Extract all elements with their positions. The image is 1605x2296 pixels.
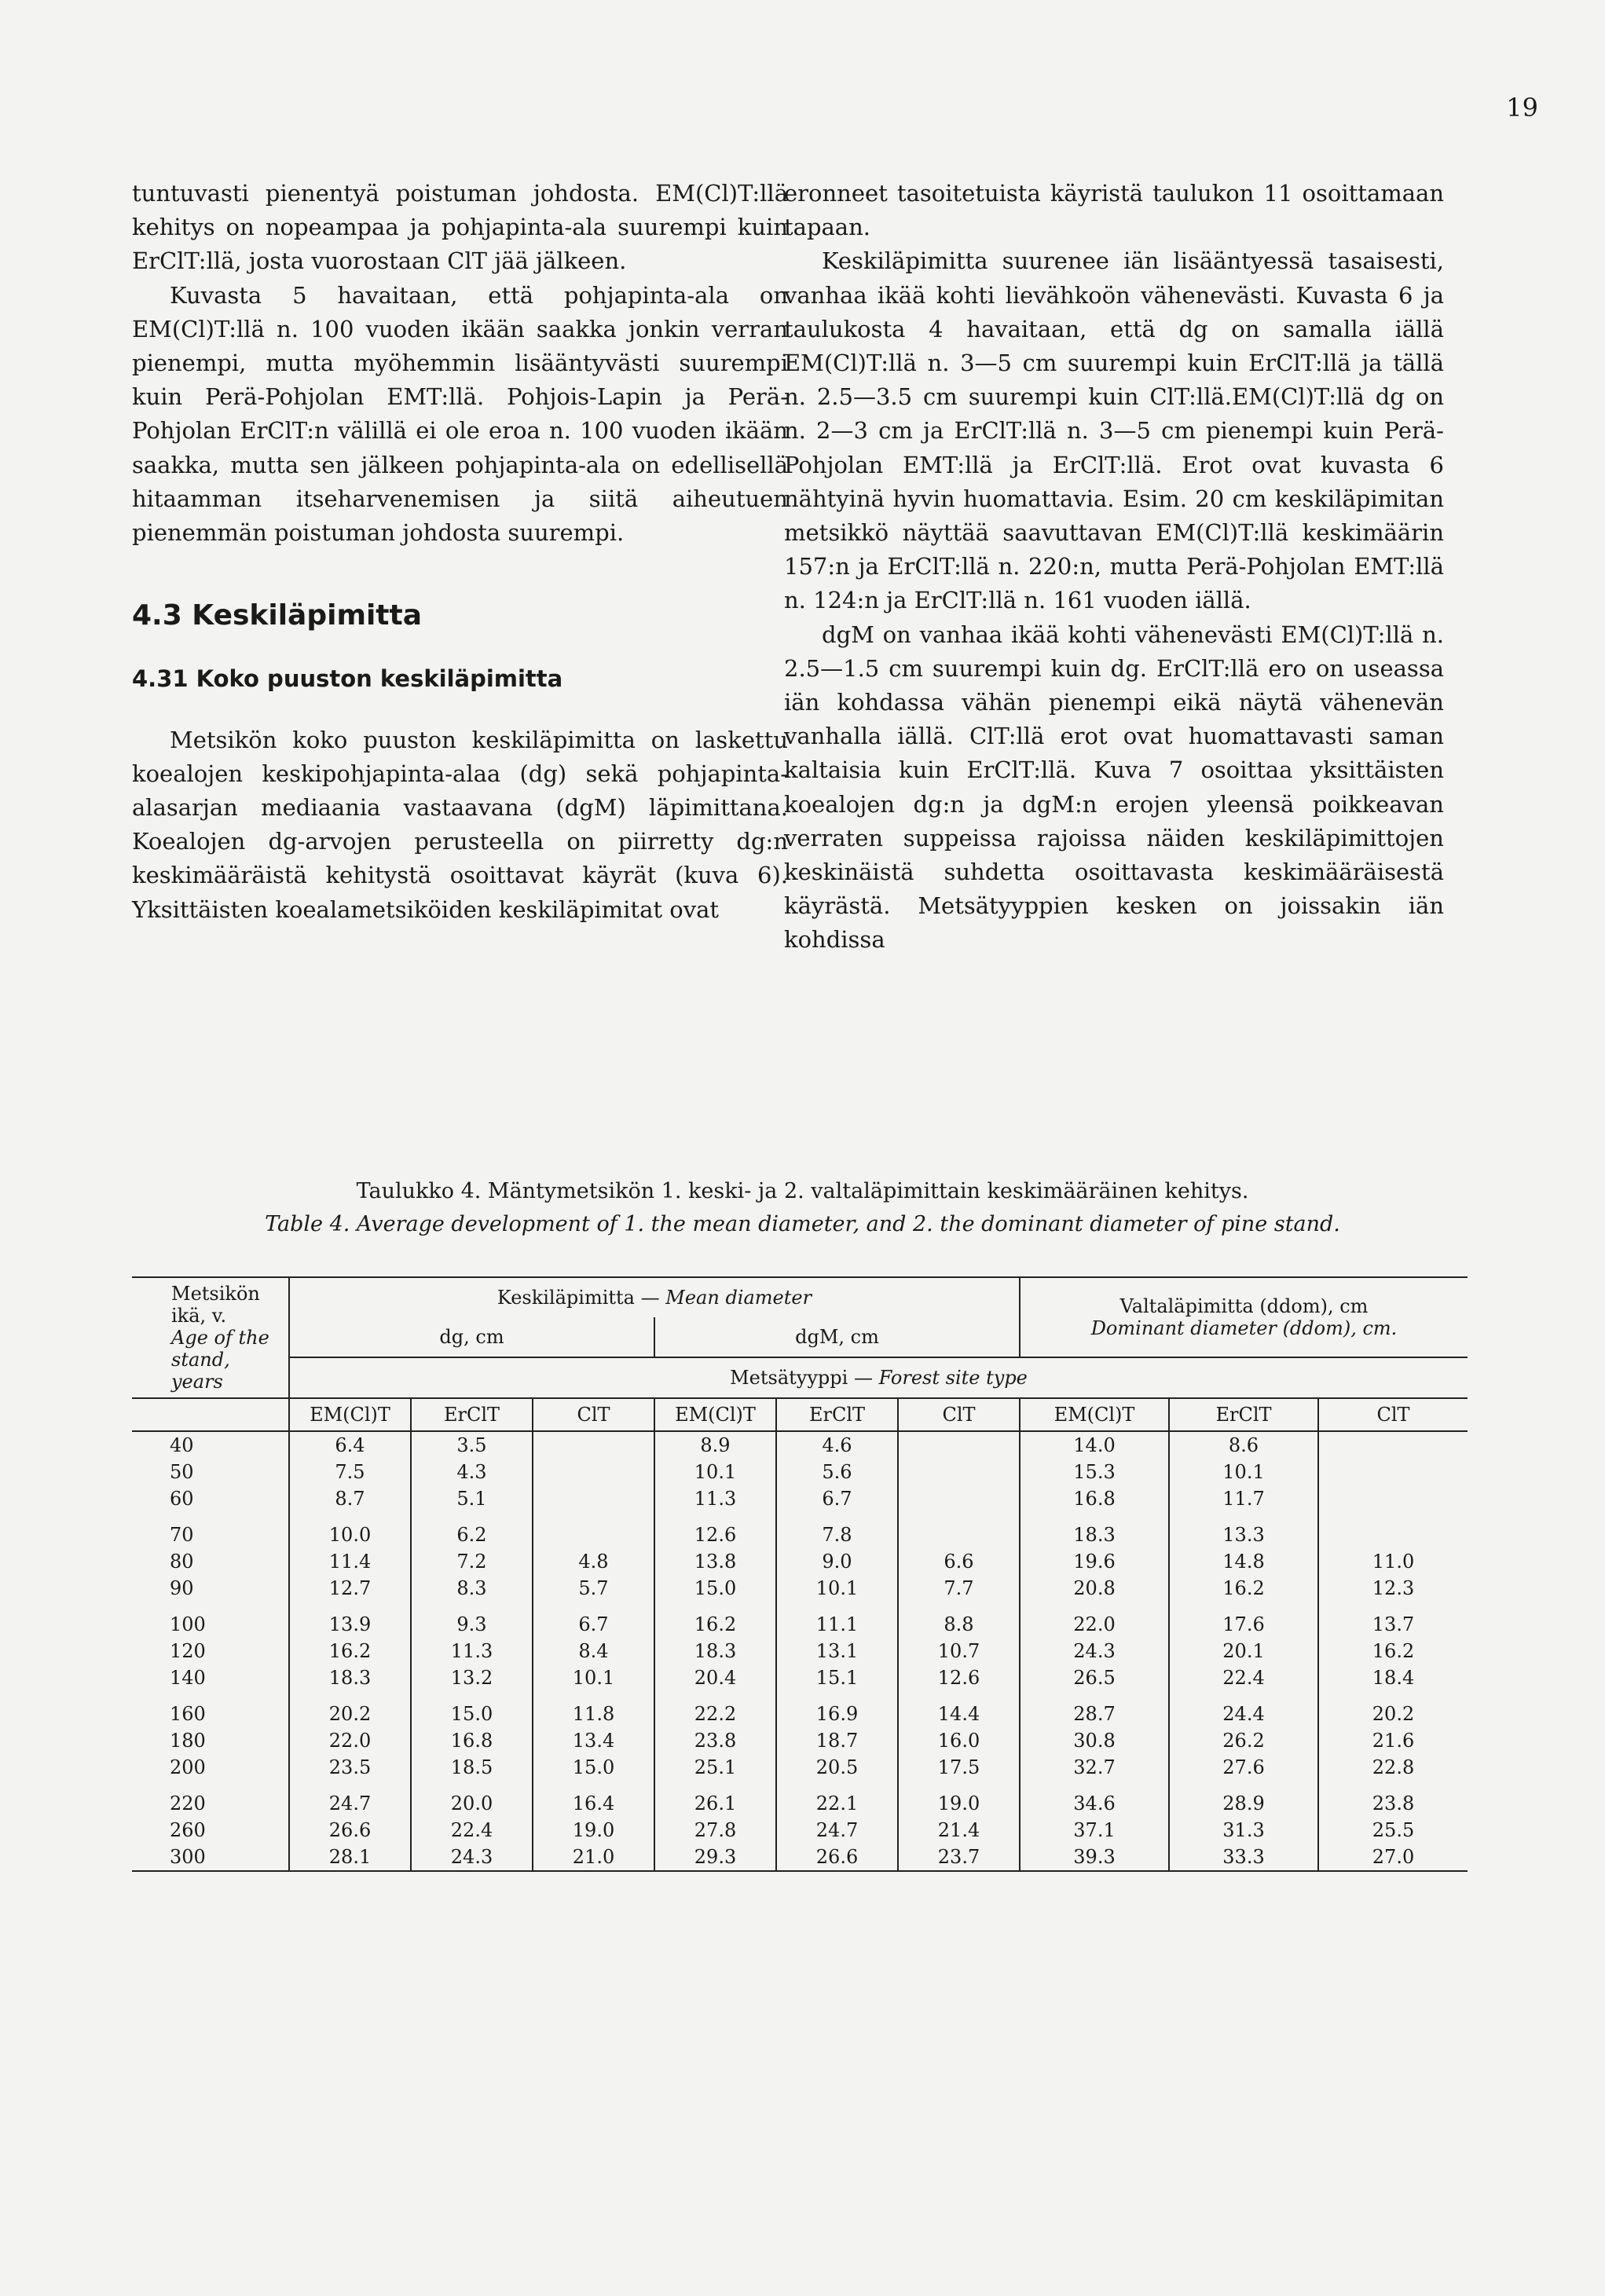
type-header-row bbox=[132, 1398, 1468, 1431]
forest-site-type-header bbox=[289, 1357, 1468, 1398]
value-cell: 26.2 bbox=[1169, 1727, 1318, 1754]
value-cell: 16.9 bbox=[776, 1701, 898, 1727]
table-row bbox=[132, 1664, 1468, 1691]
value-cell: 8.6 bbox=[1169, 1431, 1318, 1459]
right-column bbox=[784, 177, 1444, 958]
age-cell: 220 bbox=[170, 1792, 206, 1814]
age-cell: 100 bbox=[170, 1613, 206, 1635]
type-header: EM(Cl)T bbox=[1020, 1398, 1169, 1431]
value-cell: 19.6 bbox=[1020, 1548, 1169, 1575]
age-cell: 140 bbox=[170, 1667, 206, 1689]
type-header: ClT bbox=[898, 1398, 1020, 1431]
type-header: ClT bbox=[533, 1398, 654, 1431]
value-cell: 28.7 bbox=[1020, 1701, 1169, 1727]
value-cell: 15.0 bbox=[411, 1701, 533, 1727]
value-cell: 10.0 bbox=[289, 1522, 411, 1548]
value-cell: 16.2 bbox=[1169, 1575, 1318, 1602]
value-cell: 21.4 bbox=[898, 1817, 1020, 1844]
value-cell: 21.6 bbox=[1318, 1727, 1468, 1754]
value-cell: 8.9 bbox=[654, 1431, 776, 1459]
age-cell: 180 bbox=[170, 1730, 206, 1752]
value-cell: 15.0 bbox=[533, 1754, 654, 1781]
table-caption-en: Table 4. Average development of 1. the mean diameter, and 2. the dominant diameter of pine stand. bbox=[265, 1212, 1340, 1236]
value-cell: 18.3 bbox=[654, 1638, 776, 1664]
value-cell: 25.1 bbox=[654, 1754, 776, 1781]
value-cell: 20.1 bbox=[1169, 1638, 1318, 1664]
value-cell: 18.4 bbox=[1318, 1664, 1468, 1691]
value-cell: 32.7 bbox=[1020, 1754, 1169, 1781]
table-row bbox=[132, 1522, 1468, 1548]
value-cell: 15.3 bbox=[1020, 1459, 1169, 1485]
value-cell: 9.0 bbox=[776, 1548, 898, 1575]
value-cell: 26.6 bbox=[289, 1817, 411, 1844]
left-paragraph-2: Kuvasta 5 havaitaan, että pohjapinta-ala on EM(Cl)T:llä n. 100 vuoden ikään saakka jonkin verran pienempi, mutta myöhemmin lisääntyvästi suurempi kuin Perä-Pohjolan EMT:llä. Pohjois-Lapin ja Perä-Pohjolan ErClT:n välillä ei ole eroa n. 100 vuoden ikään saakka, mutta sen jälkeen pohjapinta-ala on edellisellä hitaamman itseharvenemisen ja siitä aiheutuen pienemmän poistuman johdosta suurempi. bbox=[132, 281, 788, 547]
value-cell bbox=[898, 1459, 1020, 1485]
right-paragraph-3: dgM on vanhaa ikää kohti vähenevästi EM(Cl)T:llä n. 2.5—1.5 cm suurempi kuin dg. ErClT:llä ero on useassa iän kohdassa vähän pienempi eikä näytä vähenevän vanhalla iällä. ClT:llä erot ovat huomattavasti saman kaltaisia kuin ErClT:llä. Kuva 7 osoittaa yksittäisten koealojen dg:n ja dgM:n erojen yleensä poikkeavan verraten suppeissa rajoissa näiden keskiläpimittojen keskinäistä suhdetta osoittavasta keskimääräisestä käyrästä. Metsätyyppien kesken on joissakin iän kohdissa bbox=[784, 621, 1444, 954]
left-column bbox=[132, 177, 788, 927]
value-cell: 17.6 bbox=[1169, 1611, 1318, 1638]
value-cell: 7.5 bbox=[289, 1459, 411, 1485]
age-cell: 300 bbox=[170, 1846, 206, 1868]
value-cell: 29.3 bbox=[654, 1844, 776, 1871]
value-cell: 13.9 bbox=[289, 1611, 411, 1638]
value-cell: 18.3 bbox=[289, 1664, 411, 1691]
type-header-spacer bbox=[132, 1398, 289, 1431]
value-cell: 14.8 bbox=[1169, 1548, 1318, 1575]
age-header-en: Age of the stand, years bbox=[171, 1327, 269, 1393]
value-cell: 5.1 bbox=[411, 1485, 533, 1512]
value-cell: 15.1 bbox=[776, 1664, 898, 1691]
value-cell: 3.5 bbox=[411, 1431, 533, 1459]
mean-diameter-header-fi: Keskiläpimitta — bbox=[497, 1286, 660, 1309]
diameter-table bbox=[132, 1276, 1468, 1872]
forest-site-type-fi: Metsätyyppi — bbox=[730, 1366, 873, 1389]
mean-diameter-header bbox=[289, 1277, 1020, 1317]
value-cell: 23.8 bbox=[1318, 1790, 1468, 1817]
row-group-gap bbox=[132, 1512, 1468, 1522]
value-cell bbox=[898, 1522, 1020, 1548]
value-cell: 16.4 bbox=[533, 1790, 654, 1817]
age-header bbox=[132, 1277, 289, 1398]
value-cell: 20.8 bbox=[1020, 1575, 1169, 1602]
value-cell: 10.1 bbox=[654, 1459, 776, 1485]
value-cell: 9.3 bbox=[411, 1611, 533, 1638]
value-cell: 5.7 bbox=[533, 1575, 654, 1602]
value-cell: 16.2 bbox=[289, 1638, 411, 1664]
type-header: ClT bbox=[1318, 1398, 1468, 1431]
value-cell: 17.5 bbox=[898, 1754, 1020, 1781]
value-cell: 11.3 bbox=[411, 1638, 533, 1664]
value-cell bbox=[898, 1485, 1020, 1512]
value-cell: 7.7 bbox=[898, 1575, 1020, 1602]
table-row bbox=[132, 1485, 1468, 1512]
value-cell bbox=[533, 1431, 654, 1459]
value-cell: 5.6 bbox=[776, 1459, 898, 1485]
value-cell: 33.3 bbox=[1169, 1844, 1318, 1871]
value-cell: 24.7 bbox=[289, 1790, 411, 1817]
forest-site-type-en: Forest site type bbox=[878, 1366, 1028, 1389]
table-row bbox=[132, 1431, 1468, 1459]
value-cell bbox=[1318, 1431, 1468, 1459]
value-cell: 13.3 bbox=[1169, 1522, 1318, 1548]
age-cell: 60 bbox=[170, 1488, 194, 1510]
age-cell: 200 bbox=[170, 1756, 206, 1778]
table-row bbox=[132, 1459, 1468, 1485]
value-cell: 11.8 bbox=[533, 1701, 654, 1727]
value-cell: 10.1 bbox=[533, 1664, 654, 1691]
age-cell: 160 bbox=[170, 1703, 206, 1725]
value-cell: 6.7 bbox=[533, 1611, 654, 1638]
value-cell: 24.3 bbox=[411, 1844, 533, 1871]
value-cell: 11.7 bbox=[1169, 1485, 1318, 1512]
value-cell: 26.6 bbox=[776, 1844, 898, 1871]
value-cell: 20.5 bbox=[776, 1754, 898, 1781]
value-cell: 11.4 bbox=[289, 1548, 411, 1575]
value-cell: 6.6 bbox=[898, 1548, 1020, 1575]
value-cell: 4.6 bbox=[776, 1431, 898, 1459]
value-cell: 27.8 bbox=[654, 1817, 776, 1844]
value-cell: 23.7 bbox=[898, 1844, 1020, 1871]
type-header: ErClT bbox=[1169, 1398, 1318, 1431]
dominant-diameter-header bbox=[1020, 1277, 1468, 1357]
value-cell: 15.0 bbox=[654, 1575, 776, 1602]
table-row bbox=[132, 1701, 1468, 1727]
value-cell: 14.0 bbox=[1020, 1431, 1169, 1459]
table-row bbox=[132, 1727, 1468, 1754]
value-cell: 22.0 bbox=[1020, 1611, 1169, 1638]
value-cell: 7.2 bbox=[411, 1548, 533, 1575]
value-cell bbox=[1318, 1522, 1468, 1548]
value-cell: 11.3 bbox=[654, 1485, 776, 1512]
value-cell bbox=[533, 1485, 654, 1512]
value-cell: 4.8 bbox=[533, 1548, 654, 1575]
value-cell: 13.2 bbox=[411, 1664, 533, 1691]
value-cell: 8.4 bbox=[533, 1638, 654, 1664]
row-group-gap bbox=[132, 1691, 1468, 1701]
age-cell: 90 bbox=[170, 1577, 194, 1599]
value-cell: 12.7 bbox=[289, 1575, 411, 1602]
value-cell: 6.2 bbox=[411, 1522, 533, 1548]
value-cell: 21.0 bbox=[533, 1844, 654, 1871]
table-row bbox=[132, 1611, 1468, 1638]
page-number: 19 bbox=[1506, 93, 1538, 123]
value-cell: 20.4 bbox=[654, 1664, 776, 1691]
value-cell: 23.8 bbox=[654, 1727, 776, 1754]
value-cell: 13.1 bbox=[776, 1638, 898, 1664]
value-cell: 16.2 bbox=[1318, 1638, 1468, 1664]
age-cell: 70 bbox=[170, 1524, 194, 1546]
value-cell: 24.7 bbox=[776, 1817, 898, 1844]
type-header: EM(Cl)T bbox=[654, 1398, 776, 1431]
age-cell: 40 bbox=[170, 1434, 194, 1456]
table-row bbox=[132, 1754, 1468, 1781]
row-group-gap bbox=[132, 1602, 1468, 1611]
value-cell: 31.3 bbox=[1169, 1817, 1318, 1844]
value-cell: 11.0 bbox=[1318, 1548, 1468, 1575]
value-cell: 26.5 bbox=[1020, 1664, 1169, 1691]
value-cell bbox=[533, 1459, 654, 1485]
value-cell: 23.5 bbox=[289, 1754, 411, 1781]
value-cell: 22.1 bbox=[776, 1790, 898, 1817]
value-cell: 18.5 bbox=[411, 1754, 533, 1781]
table-caption-fi: Taulukko 4. Mäntymetsikön 1. keski- ja 2. valtaläpimittain keskimääräinen kehitys. bbox=[356, 1179, 1249, 1203]
table-row bbox=[132, 1548, 1468, 1575]
left-paragraph-3: Metsikön koko puuston keskiläpimitta on laskettu koealojen keskipohjapinta-alaa (dg) sekä pohjapinta-alasarjan mediaania vastaavana (dgM) läpimittana. Koealojen dg-arvojen perusteella on piirretty dg:n keskimääräistä kehitystä osoittavat käyrät (kuva 6). Yksittäisten koealametsiköiden keskiläpimitat ovat bbox=[132, 726, 788, 923]
table-row bbox=[132, 1817, 1468, 1844]
value-cell: 13.7 bbox=[1318, 1611, 1468, 1638]
value-cell: 25.5 bbox=[1318, 1817, 1468, 1844]
dgm-header: dgM, cm bbox=[654, 1317, 1020, 1357]
value-cell: 8.3 bbox=[411, 1575, 533, 1602]
table-captions bbox=[0, 1175, 1605, 1241]
age-header-fi: Metsikön ikä, v. bbox=[171, 1283, 260, 1327]
value-cell: 19.0 bbox=[533, 1817, 654, 1844]
value-cell: 10.1 bbox=[776, 1575, 898, 1602]
value-cell: 22.4 bbox=[1169, 1664, 1318, 1691]
value-cell: 22.8 bbox=[1318, 1754, 1468, 1781]
right-paragraph-2: Keskiläpimitta suurenee iän lisääntyessä tasaisesti, vanhaa ikää kohti lievähkoön vähenevästi. Kuvasta 6 ja taulukosta 4 havaitaan, että dg on samalla iällä EM(Cl)T:llä n. 3—5 cm suurempi kuin ErClT:llä ja tällä n. 2.5—3.5 cm suurempi kuin ClT:llä.EM(Cl)T:llä dg on n. 2—3 cm ja ErClT:llä n. 3—5 cm pienempi kuin Perä-Pohjolan EMT:llä ja ErClT:llä. Erot ovat kuvasta 6 nähtyinä hyvin huomattavia. Esim. 20 cm keskiläpimitan metsikkö näyttää saavuttavan EM(Cl)T:llä keskimäärin 157:n ja ErClT:llä n. 220:n, mutta Perä-Pohjolan EMT:llä n. 124:n ja ErClT:llä n. 161 vuoden iällä. bbox=[784, 247, 1444, 614]
value-cell bbox=[533, 1522, 654, 1548]
value-cell: 20.0 bbox=[411, 1790, 533, 1817]
value-cell: 13.8 bbox=[654, 1548, 776, 1575]
value-cell: 16.8 bbox=[411, 1727, 533, 1754]
value-cell: 28.9 bbox=[1169, 1790, 1318, 1817]
table-row bbox=[132, 1638, 1468, 1664]
value-cell: 24.4 bbox=[1169, 1701, 1318, 1727]
value-cell: 14.4 bbox=[898, 1701, 1020, 1727]
value-cell: 7.8 bbox=[776, 1522, 898, 1548]
value-cell: 10.7 bbox=[898, 1638, 1020, 1664]
value-cell: 11.1 bbox=[776, 1611, 898, 1638]
value-cell: 22.0 bbox=[289, 1727, 411, 1754]
value-cell: 28.1 bbox=[289, 1844, 411, 1871]
value-cell: 19.0 bbox=[898, 1790, 1020, 1817]
age-cell: 260 bbox=[170, 1819, 206, 1841]
value-cell: 12.6 bbox=[898, 1664, 1020, 1691]
value-cell: 6.4 bbox=[289, 1431, 411, 1459]
table-row bbox=[132, 1844, 1468, 1871]
section-heading: 4.3 Keskiläpimitta bbox=[132, 599, 422, 632]
dominant-diameter-header-fi: Valtaläpimitta (ddom), cm bbox=[1119, 1294, 1369, 1317]
value-cell: 27.6 bbox=[1169, 1754, 1318, 1781]
value-cell: 26.1 bbox=[654, 1790, 776, 1817]
dg-header: dg, cm bbox=[289, 1317, 654, 1357]
dominant-diameter-header-en: Dominant diameter (ddom), cm. bbox=[1090, 1316, 1398, 1339]
value-cell: 18.7 bbox=[776, 1727, 898, 1754]
value-cell: 8.7 bbox=[289, 1485, 411, 1512]
type-header: ErClT bbox=[411, 1398, 533, 1431]
right-paragraph-1: eronneet tasoitetuista käyristä taulukon 11 osoittamaan tapaan. bbox=[784, 180, 1444, 241]
value-cell: 12.3 bbox=[1318, 1575, 1468, 1602]
value-cell bbox=[1318, 1485, 1468, 1512]
left-paragraph-1: tuntuvasti pienentyä poistuman johdosta. EM(Cl)T:llä kehitys on nopeampaa ja pohjapinta-ala suurempi kuin ErClT:llä, josta vuorostaan ClT jää jälkeen. bbox=[132, 180, 788, 275]
value-cell: 22.4 bbox=[411, 1817, 533, 1844]
subsection-heading: 4.31 Koko puuston keskiläpimitta bbox=[132, 665, 563, 693]
value-cell: 13.4 bbox=[533, 1727, 654, 1754]
mean-diameter-header-en: Mean diameter bbox=[665, 1286, 812, 1309]
table-4 bbox=[132, 1276, 1468, 1872]
value-cell bbox=[898, 1431, 1020, 1459]
value-cell: 12.6 bbox=[654, 1522, 776, 1548]
table-row bbox=[132, 1790, 1468, 1817]
age-cell: 50 bbox=[170, 1461, 194, 1483]
value-cell: 22.2 bbox=[654, 1701, 776, 1727]
value-cell: 18.3 bbox=[1020, 1522, 1169, 1548]
age-cell: 80 bbox=[170, 1551, 194, 1573]
value-cell: 10.1 bbox=[1169, 1459, 1318, 1485]
value-cell: 24.3 bbox=[1020, 1638, 1169, 1664]
value-cell: 6.7 bbox=[776, 1485, 898, 1512]
row-group-gap bbox=[132, 1781, 1468, 1790]
value-cell: 16.8 bbox=[1020, 1485, 1169, 1512]
type-header: EM(Cl)T bbox=[289, 1398, 411, 1431]
value-cell: 4.3 bbox=[411, 1459, 533, 1485]
value-cell: 39.3 bbox=[1020, 1844, 1169, 1871]
type-header: ErClT bbox=[776, 1398, 898, 1431]
table-row bbox=[132, 1575, 1468, 1602]
value-cell: 20.2 bbox=[1318, 1701, 1468, 1727]
value-cell: 16.2 bbox=[654, 1611, 776, 1638]
value-cell: 27.0 bbox=[1318, 1844, 1468, 1871]
value-cell: 16.0 bbox=[898, 1727, 1020, 1754]
value-cell: 37.1 bbox=[1020, 1817, 1169, 1844]
age-cell: 120 bbox=[170, 1640, 206, 1662]
value-cell: 20.2 bbox=[289, 1701, 411, 1727]
value-cell: 30.8 bbox=[1020, 1727, 1169, 1754]
value-cell: 34.6 bbox=[1020, 1790, 1169, 1817]
table-body bbox=[132, 1431, 1468, 1871]
value-cell: 8.8 bbox=[898, 1611, 1020, 1638]
value-cell bbox=[1318, 1459, 1468, 1485]
